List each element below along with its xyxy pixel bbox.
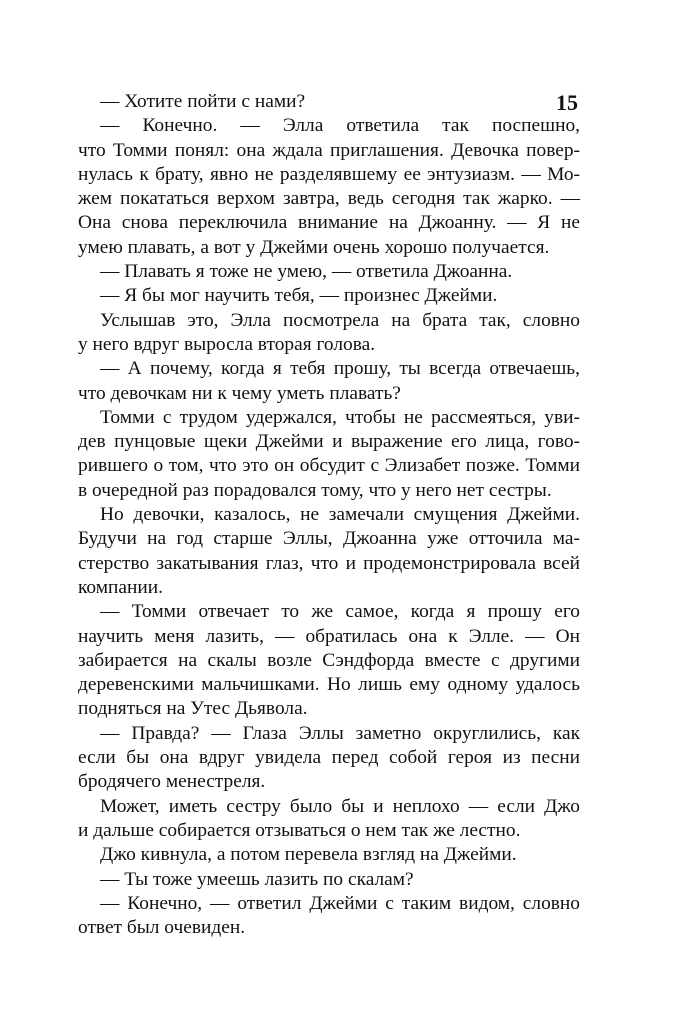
paragraph (78, 600, 580, 721)
text-line: — Ты тоже умеешь лазить по скалам? (100, 868, 414, 890)
text-line: — Конечно, — ответил Джейми с таким видом, словно (100, 892, 580, 914)
text-line: что девочкам ни к чему уметь плавать? (78, 382, 401, 404)
text-line: ответ был очевиден. (78, 917, 246, 939)
text-line: бродячего менестреля. (78, 771, 266, 793)
paragraph (78, 90, 580, 114)
text-line: жем покататься верхом завтра, ведь сегодня так жарко. — (78, 188, 580, 210)
text-line: — Правда? — Глаза Эллы заметно округлились, как (100, 722, 580, 744)
paragraph (78, 503, 580, 600)
text-line: что Томми понял: она ждала приглашения. Девочка повер- (78, 139, 580, 161)
text-line: у него вдруг выросла вторая голова. (78, 333, 376, 355)
text-line: — Томми отвечает то же самое, когда я прошу его (100, 601, 580, 623)
text-line: подняться на Утес Дьявола. (78, 698, 308, 720)
paragraph (78, 892, 580, 941)
text-line: и дальше собирается отзываться о нем так же лестно. (78, 819, 521, 841)
text-line: если бы она вдруг увидела перед собой героя из песни (78, 747, 580, 769)
paragraph (78, 284, 580, 308)
paragraph (78, 795, 580, 844)
paragraph (78, 868, 580, 892)
paragraph (78, 843, 580, 867)
paragraph (78, 114, 580, 260)
text-line: Услышав это, Элла посмотрела на брата так, словно (100, 309, 580, 331)
text-line: — Я бы мог научить тебя, — произнес Джейми. (100, 285, 498, 307)
paragraph (78, 406, 580, 503)
text-line: Может, иметь сестру было бы и неплохо — если Джо (100, 795, 580, 817)
paragraph (78, 722, 580, 795)
text-line: Но девочки, казалось, не замечали смущения Джейми. (100, 504, 580, 526)
text-line: Томми с трудом удержался, чтобы не рассмеяться, уви- (100, 406, 580, 428)
text-line: умею плавать, а вот у Джейми очень хорошо получается. (78, 236, 550, 258)
text-line: — Конечно. — Элла ответила так поспешно, (100, 115, 580, 137)
text-line: стерство закатывания глаз, что и продемонстрировала всей (78, 552, 580, 574)
text-line: — Хотите пойти с нами? (100, 91, 306, 112)
text-line: компании. (78, 576, 163, 598)
text-line: нулась к брату, явно не разделявшему ее энтузиазм. — Мо- (78, 163, 580, 185)
text-line: научить меня лазить, — обратилась она к Элле. — Он (78, 625, 580, 647)
page-number: 15 (556, 90, 578, 115)
text-line: рившего о том, что это он обсудит с Элизабет позже. Томми (78, 455, 580, 477)
text-line: — Плавать я тоже не умею, — ответила Джоанна. (100, 261, 513, 283)
text-line: деревенскими мальчишками. Но лишь ему одному удалось (78, 674, 580, 696)
text-line: Будучи на год старше Эллы, Джоанна уже отточила ма- (78, 528, 580, 550)
paragraph (78, 260, 580, 284)
text-line: Она снова переключила внимание на Джоанну. — Я не (78, 212, 580, 234)
body-text (78, 90, 580, 940)
text-line: в очередной раз порадовался тому, что у него нет сестры. (78, 479, 552, 501)
paragraph (78, 357, 580, 406)
text-line: забирается на скалы возле Сэндфорда вместе с другими (78, 649, 580, 671)
text-line: дев пунцовые щеки Джейми и выражение его лица, гово- (78, 431, 580, 453)
text-line: — А почему, когда я тебя прошу, ты всегда отвечаешь, (100, 358, 580, 380)
text-line: Джо кивнула, а потом перевела взгляд на Джейми. (100, 844, 517, 866)
paragraph (78, 309, 580, 358)
